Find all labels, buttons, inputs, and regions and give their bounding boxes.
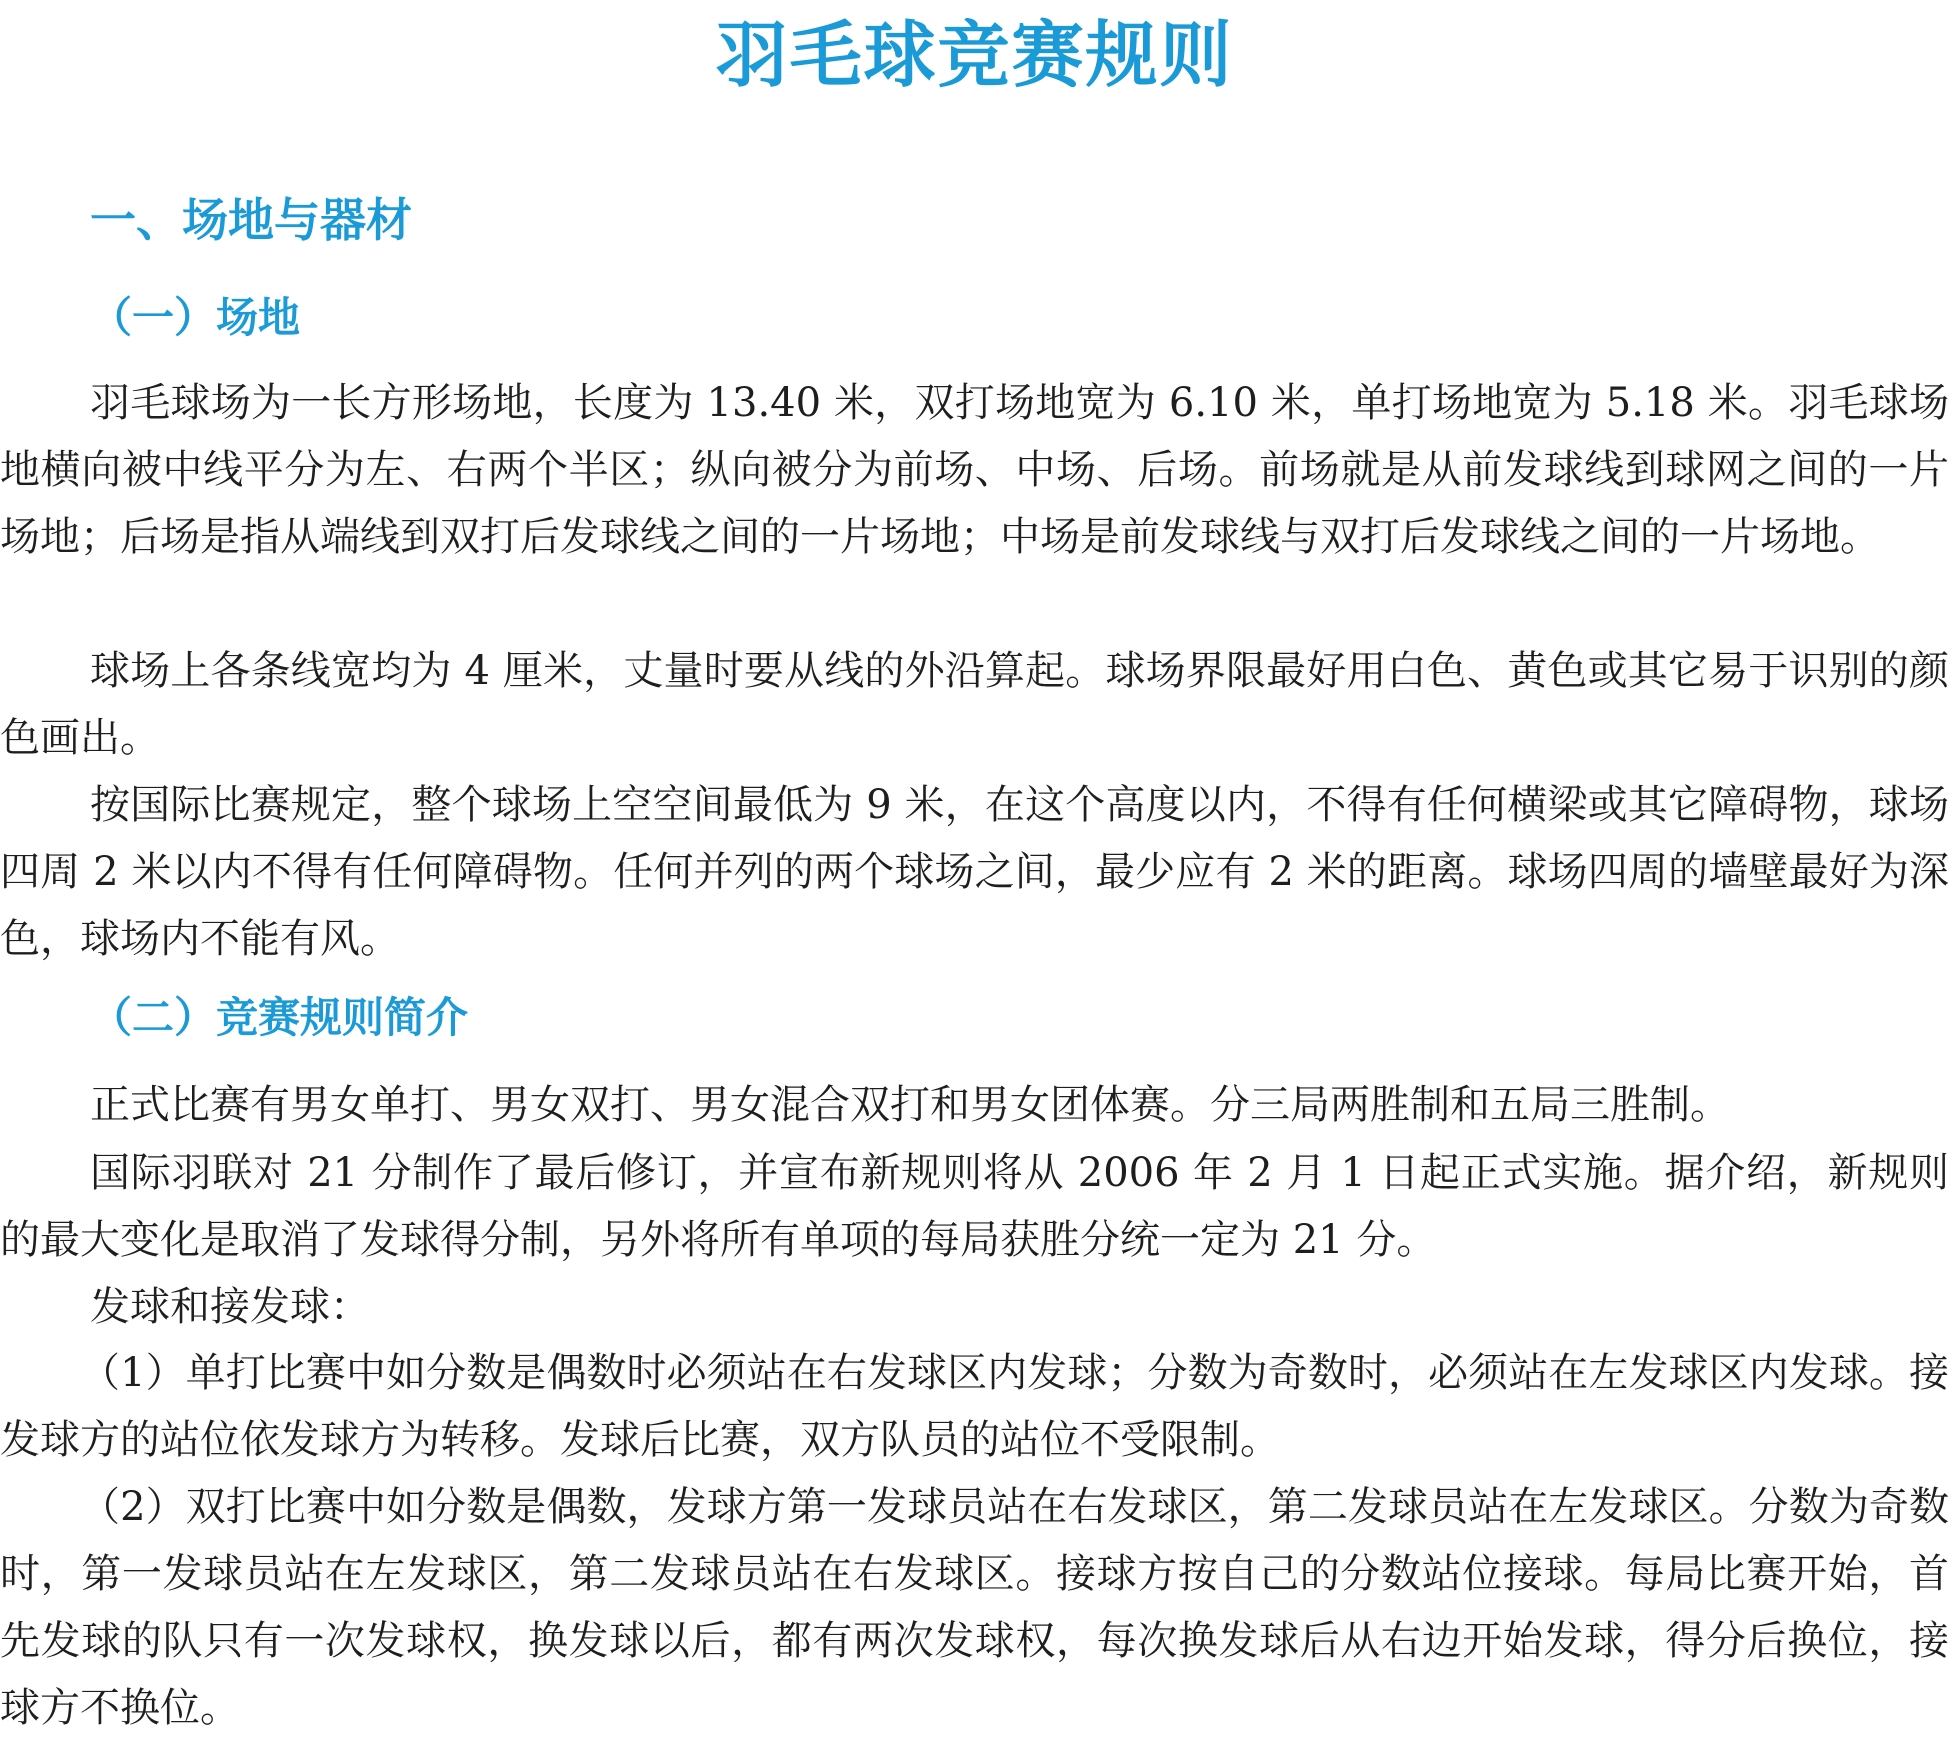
- paragraph-line-width: 球场上各条线宽均为 4 厘米，丈量时要从线的外沿算起。球场界限最好用白色、黄色或其它易于识别的颜色画出。: [0, 648, 1949, 761]
- page-title: 羽毛球竞赛规则: [715, 13, 1234, 97]
- subsection-heading-venue: （一）场地: [90, 293, 301, 342]
- paragraph-court-dimensions: 羽毛球场为一长方形场地，长度为 13.40 米，双打场地宽为 6.10 米，单打场地宽为 5.18 米。羽毛球场地横向被中线平分为左、右两个半区；纵向被分为前场、中场、后场。前场就是从前发球线到球网之间的一片场地；后场是指从端线到双打后发球线之间的一片场地；中场是前发球线与双打后发球线之间的一片场地。: [0, 380, 1949, 560]
- paragraph-clearance: 按国际比赛规定，整个球场上空空间最低为 9 米，在这个高度以内，不得有任何横梁或其它障碍物，球场四周 2 米以内不得有任何障碍物。任何并列的两个球场之间，最少应有 2 米的距离。球场四周的墙壁最好为深色，球场内不能有风。: [0, 782, 1949, 962]
- paragraph-serve-heading: 发球和接发球：: [90, 1284, 370, 1330]
- paragraph-21-point-system: 国际羽联对 21 分制作了最后修订，并宣布新规则将从 2006 年 2 月 1 日起正式实施。据介绍，新规则的最大变化是取消了发球得分制，另外将所有单项的每局获胜分统一定为 21 分。: [0, 1150, 1949, 1263]
- paragraph-doubles-serve: （2）双打比赛中如分数是偶数，发球方第一发球员站在右发球区，第二发球员站在左发球区。分数为奇数时，第一发球员站在左发球区，第二发球员站在右发球区。接球方按自己的分数站位接球。每局比赛开始，首先发球的队只有一次发球权，换发球以后，都有两次发球权，每次换发球后从右边开始发球，得分后换位，接球方不换位。: [0, 1484, 1949, 1731]
- paragraph-event-types: 正式比赛有男女单打、男女双打、男女混合双打和男女团体赛。分三局两胜制和五局三胜制。: [90, 1082, 1730, 1128]
- paragraph-singles-serve: （1）单打比赛中如分数是偶数时必须站在右发球区内发球；分数为奇数时，必须站在左发球区内发球。接发球方的站位依发球方为转移。发球后比赛，双方队员的站位不受限制。: [0, 1350, 1949, 1463]
- subsection-heading-rules-intro: （二）竞赛规则简介: [90, 993, 469, 1042]
- section-heading-venue-equipment: 一、场地与器材: [90, 193, 412, 247]
